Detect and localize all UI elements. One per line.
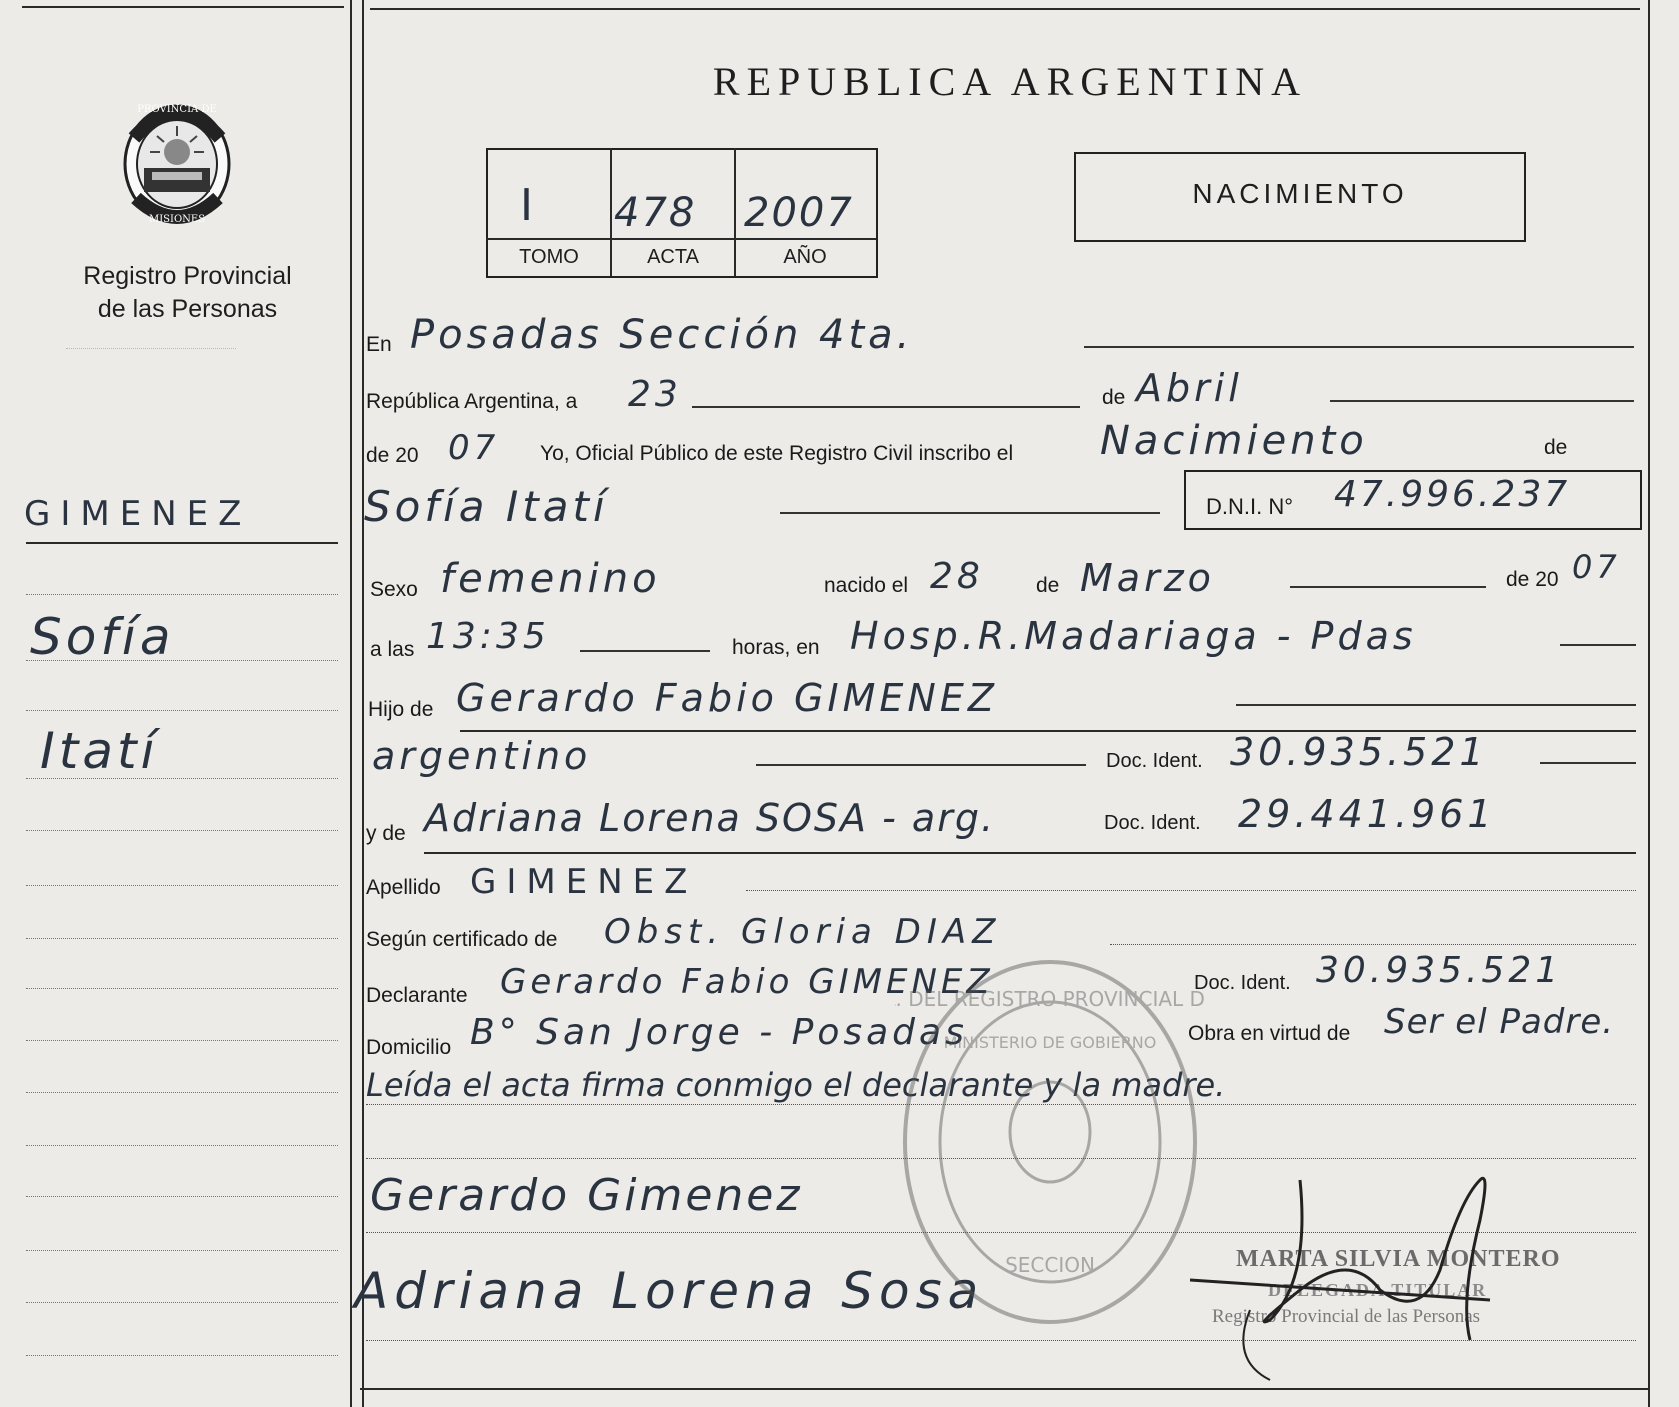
horas-label: horas, en (732, 636, 820, 659)
obra-hw: Ser el Padre. (1384, 1002, 1615, 1042)
de20-label: de 20 (366, 444, 419, 467)
declarante-label: Declarante (366, 984, 468, 1007)
lugar-rule (1560, 644, 1636, 646)
left-dot-3 (26, 710, 338, 711)
docident-label-1: Doc. Ident. (1106, 750, 1203, 772)
madre-under (424, 852, 1636, 854)
left-dot-11 (26, 1145, 338, 1146)
record-type: NACIMIENTO (1192, 178, 1408, 209)
en-label: En (366, 333, 392, 356)
padre-nac-rule2 (756, 764, 1086, 766)
de-label-3: de (1036, 574, 1060, 597)
province-seal (112, 86, 242, 236)
box-mid-line (486, 238, 876, 240)
docident-label-3: Doc. Ident. (1194, 972, 1291, 994)
stamp-round-inner: MINISTERIO DE GOBIERNO (943, 1033, 1157, 1052)
left-dot-9 (26, 1040, 338, 1041)
alas-label: a las (370, 638, 415, 661)
cert-hw: Obst. Gloria DIAZ (604, 912, 1002, 952)
nac-month-hw: Marzo (1080, 556, 1215, 600)
day-hw: 23 (628, 374, 682, 415)
padre-hw: Gerardo Fabio GIMENEZ (456, 676, 998, 720)
de20-label-2: de 20 (1506, 568, 1559, 591)
hora-hw: 13:35 (426, 616, 550, 657)
registrar-signature (1190, 1160, 1590, 1390)
dni-hw: 47.996.237 (1334, 474, 1571, 515)
left-dot-15 (26, 1355, 338, 1356)
top-border-right (370, 8, 1640, 10)
seal-text-bottom: MISIONES (148, 214, 206, 225)
left-name2-hw: Itatí (40, 722, 159, 780)
nombre-hw: Sofía Itatí (364, 482, 609, 531)
day-rule (692, 406, 1080, 408)
sexo-label: Sexo (370, 578, 418, 601)
left-surname-line (26, 542, 338, 544)
madre-hw: Adriana Lorena SOSA - arg. (424, 796, 996, 840)
left-dot-8 (26, 988, 338, 989)
year-hw: 07 (448, 428, 500, 468)
apellido-rule (746, 890, 1636, 891)
segun-label: Según certificado de (366, 928, 558, 951)
nac-month-rule (1290, 586, 1486, 588)
left-rule (66, 348, 236, 349)
hora-rule (580, 650, 710, 652)
lugar-hw: Hosp.R.Madariaga - Pdas (850, 614, 1417, 658)
stamp-round-section: SECCION (1005, 1253, 1095, 1277)
registry-line1: Registro Provincial (83, 262, 292, 290)
domicilio-hw: B° San Jorge - Posadas (470, 1012, 968, 1053)
place-hw: Posadas Sección 4ta. (410, 312, 914, 358)
registry-line2: de las Personas (97, 295, 278, 323)
docident-label-2: Doc. Ident. (1104, 812, 1201, 834)
en-rule (1084, 346, 1634, 348)
left-dot-14 (26, 1302, 338, 1303)
nac-day-hw: 28 (930, 556, 984, 597)
republica-label: República Argentina, a (366, 390, 578, 413)
oficial-text: Yo, Oficial Público de este Registro Civil inscribo el (540, 442, 1014, 465)
left-dot-2 (26, 660, 338, 661)
right-border (1648, 0, 1650, 1407)
left-dot-10 (26, 1092, 338, 1093)
anio-value: 2007 (744, 190, 854, 236)
madre-doc-hw: 29.441.961 (1238, 792, 1496, 836)
nombre-rule (780, 512, 1160, 514)
tomo-label: TOMO (519, 246, 579, 268)
stamp-round-text: . DEL REGISTRO PROVINCIAL D (895, 987, 1205, 1011)
declarante-hw: Gerardo Fabio GIMENEZ (500, 962, 994, 1002)
de-label-2: de (1544, 436, 1568, 459)
apellido-label: Apellido (366, 876, 441, 899)
left-surname-hw: GIMENEZ (24, 494, 252, 534)
firma1-hw: Gerardo Gimenez (370, 1170, 803, 1221)
left-dot-4 (26, 778, 338, 779)
left-dot-12 (26, 1196, 338, 1197)
left-dot-5 (26, 830, 338, 831)
acta-value: 478 (614, 190, 697, 236)
dni-label: D.N.I. N° (1206, 494, 1294, 519)
de-label-1: de (1102, 386, 1126, 409)
padre-rule (1236, 704, 1636, 706)
seal-text-top: PROVINCIA DE (137, 104, 217, 115)
hijo-label: Hijo de (368, 698, 434, 721)
nac-year-hw: 07 (1572, 548, 1621, 586)
month-rule (1330, 400, 1634, 402)
left-dot-1 (26, 594, 338, 595)
padre-doc-hw: 30.935.521 (1230, 730, 1488, 774)
sexo-hw: femenino (440, 556, 661, 602)
round-stamp (895, 952, 1205, 1332)
tomo-value: I (520, 180, 537, 231)
registrar-office: Registro Provincial de las Personas (1212, 1306, 1481, 1327)
padre-nac-hw: argentino (372, 734, 592, 778)
left-dot-6 (26, 885, 338, 886)
firma2-hw: Adriana Lorena Sosa (354, 1262, 985, 1320)
left-divider (350, 0, 352, 1407)
top-border-left (22, 6, 344, 8)
left-dot-13 (26, 1250, 338, 1251)
registrar-title: DELEGADA TITULAR (1268, 1280, 1488, 1300)
registrar-name: MARTA SILVIA MONTERO (1236, 1246, 1561, 1272)
obra-label: Obra en virtud de (1188, 1022, 1351, 1045)
yde-label: y de (366, 822, 406, 845)
nacido-label: nacido el (824, 574, 909, 597)
left-dot-7 (26, 938, 338, 939)
inner-left-border (362, 0, 364, 1407)
acta-label: ACTA (647, 246, 699, 268)
declarante-doc-hw: 30.935.521 (1316, 950, 1563, 991)
leida-hw: Leída el acta firma conmigo el declarante y la madre. (366, 1066, 1226, 1104)
month-hw: Abril (1136, 366, 1243, 410)
anio-label: AÑO (783, 246, 827, 268)
apellido-hw: GIMENEZ (470, 862, 698, 902)
country-title: REPUBLICA ARGENTINA (712, 59, 1308, 104)
padre-doc-rule (1540, 762, 1636, 764)
left-name1-hw: Sofía (30, 608, 175, 666)
domicilio-label: Domicilio (366, 1036, 452, 1059)
segun-rule (1110, 944, 1636, 945)
inscribo-hw: Nacimiento (1100, 418, 1368, 464)
